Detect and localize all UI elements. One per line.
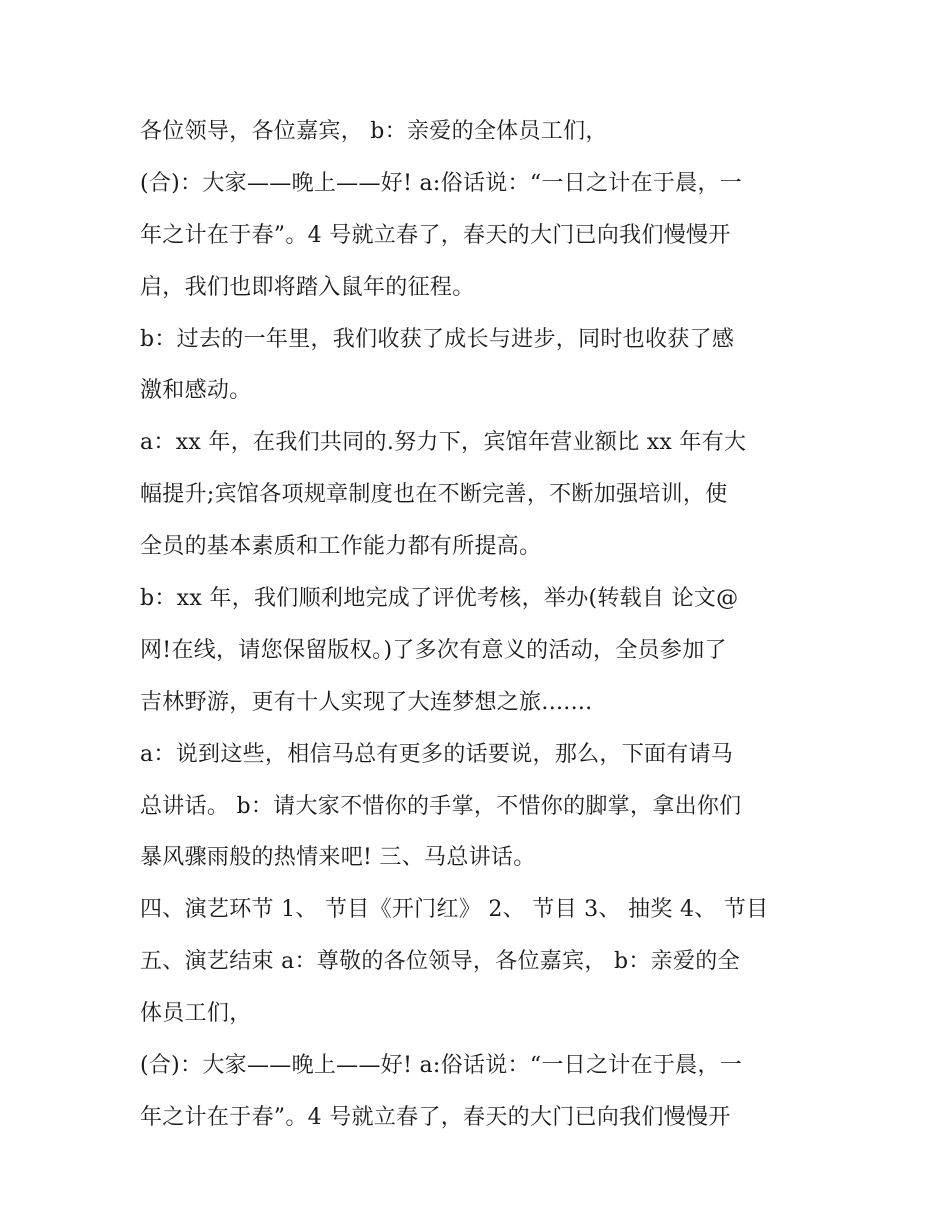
text-line: 四、演艺环节 1、 节目《开门红》 2、 节目 3、 抽奖 4、 节目	[140, 897, 769, 923]
text-line: 幅提升;宾馆各项规章制度也在不断完善，不断加强培训，使	[140, 482, 728, 508]
text-line: 体员工们，	[140, 1001, 252, 1027]
text-line: 年之计在于春”。4 号就立春了，春天的大门已向我们慢慢开	[140, 222, 731, 248]
document-body	[140, 106, 820, 1144]
text-line: (合)：大家——晚上——好! a:俗话说：“一日之计在于晨，一	[140, 170, 743, 196]
text-line: 年之计在于春”。4 号就立春了，春天的大门已向我们慢慢开	[140, 1104, 731, 1130]
text-line: a：xx 年，在我们共同的.努力下，宾馆年营业额比 xx 年有大	[140, 430, 747, 456]
text-line: b：过去的一年里，我们收获了成长与进步，同时也收获了感	[140, 326, 735, 352]
text-line: 吉林野游，更有十人实现了大连梦想之旅.......	[140, 689, 593, 715]
text-line: 各位领导，各位嘉宾， b：亲爱的全体员工们，	[140, 119, 608, 144]
text-line: 全员的基本素质和工作能力都有所提高。	[140, 534, 542, 560]
text-line: 启，我们也即将踏入鼠年的征程。	[140, 274, 475, 300]
text-line: 激和感动。	[140, 378, 252, 404]
text-line: a：说到这些，相信马总有更多的话要说，那么，下面有请马	[140, 741, 734, 767]
text-line: 网!在线，请您保留版权。)了多次有意义的活动，全员参加了	[140, 637, 727, 663]
text-line: 总讲话。 b：请大家不惜你的手掌，不惜你的脚掌，拿出你们	[140, 793, 742, 819]
text-line: b：xx 年，我们顺利地完成了评优考核，举办(转载自 论文@	[140, 586, 739, 612]
text-line: 暴风骤雨般的热情来吧! 三、马总讲话。	[140, 845, 536, 871]
text-line: (合)：大家——晚上——好! a:俗话说：“一日之计在于晨，一	[140, 1053, 743, 1079]
text-line: 五、演艺结束 a：尊敬的各位领导，各位嘉宾， b：亲爱的全	[140, 949, 740, 975]
